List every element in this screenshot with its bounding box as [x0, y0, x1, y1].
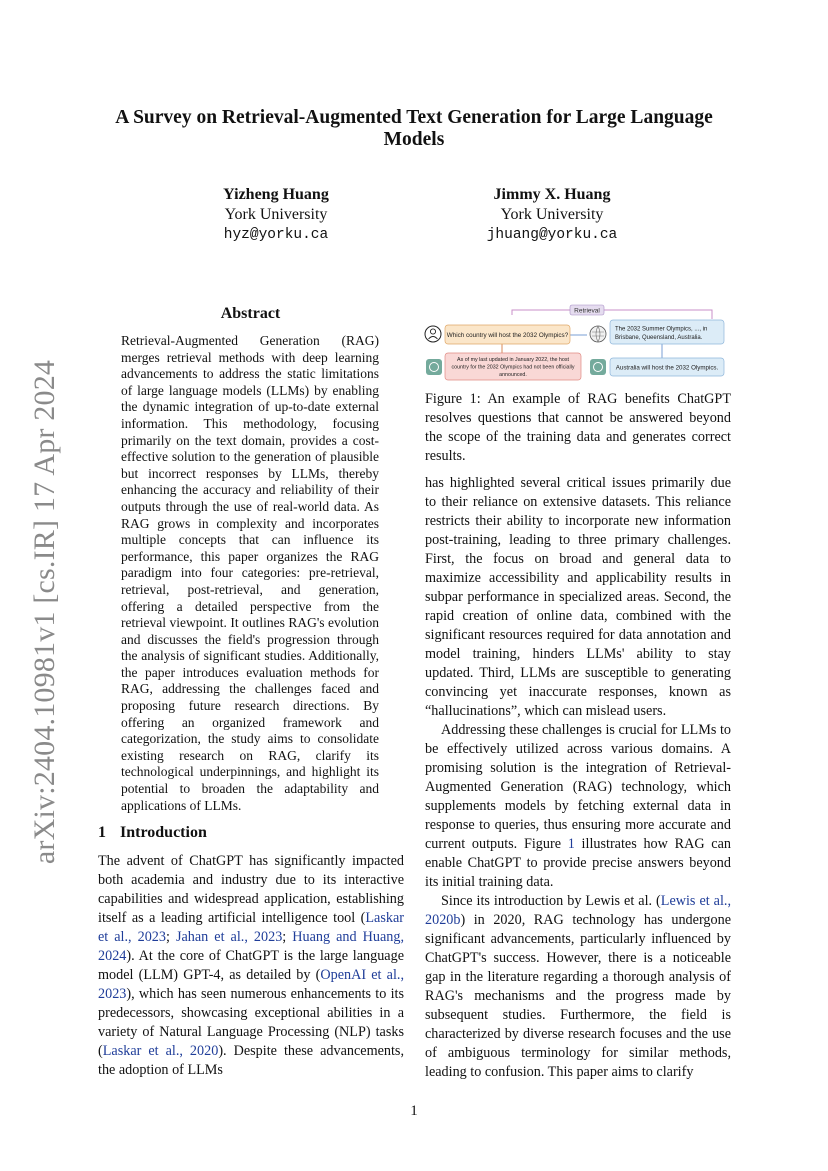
retrieval-label: Retrieval: [574, 307, 600, 315]
answer-with-rag-text: Australia will host the 2032 Olympics.: [615, 364, 719, 372]
paper-title: A Survey on Retrieval-Augmented Text Generation for Large Language Models: [115, 107, 713, 150]
retrieved-text-line-1: The 2032 Summer Olympics, ..., in: [615, 326, 708, 333]
author-name: Yizheng Huang: [223, 186, 329, 203]
chatgpt-icon: [426, 359, 442, 375]
body-text: The advent of ChatGPT has significantly impacted both academia and industry due to its interactive capabilities and widespread application, establishing itself as a leading artificial intelligence tool (: [98, 853, 404, 926]
body-text: ), which has seen numerous enhancements to its predecessors, showcasing exceptional abilities in a variety of Natural Language Processing (NLP) tasks (: [98, 986, 404, 1059]
citation-link[interactable]: Huang and Huang, 2024: [98, 929, 404, 964]
arxiv-stamp: [20, 359, 70, 864]
figure-1-caption: Figure 1: An example of RAG benefits ChatGPT resolves questions that cannot be answered beyond the scope of the training data and generates correct results.: [425, 391, 731, 464]
body-text: ;: [282, 929, 293, 945]
abstract-heading: Abstract: [220, 305, 281, 322]
answer-without-rag-line-1: As of my last updated in January 2022, the host: [457, 357, 569, 363]
citation-link[interactable]: Laskar et al., 2023: [98, 910, 404, 945]
intro-right-column: [425, 474, 731, 1082]
author-email: jhuang@yorku.ca: [486, 227, 618, 243]
answer-without-rag-line-3: announced.: [499, 372, 527, 378]
section-number: 1: [98, 824, 106, 841]
intro-paragraph: has highlighted several critical issues primarily due to their reliance on extensive datasets. This reliance restricts their ability to incorporate new information post-training, leading to three primary challenges. First, the focus on broad and general data to maximize accessibility and applicability results in subpar performance in specialized areas. Second, the rapid creation of online data, combined with the significant resources required for data annotation and model training, hinders LLMs' ability to stay updated. Third, LLMs are susceptible to generating convincing yet inaccurate responses, known as “hallucinations”, which can mislead users.: [425, 475, 731, 719]
answer-without-rag-line-2: country for the 2032 Olympics had not been officially: [451, 364, 575, 371]
figure-1-diagram: [422, 303, 732, 383]
intro-paragraph-left: [98, 852, 404, 1080]
author-block-1: [156, 185, 396, 245]
citation-link[interactable]: Lewis et al., 2020b: [425, 893, 731, 928]
author-email: hyz@yorku.ca: [223, 227, 329, 243]
body-text: illustrates how RAG can enable ChatGPT to provide precise answers beyond its initial training data.: [425, 836, 731, 890]
page-number: 1: [410, 1103, 418, 1119]
wikipedia-icon: [590, 326, 606, 342]
question-text: Which country will host the 2032 Olympics?: [446, 332, 569, 339]
body-text: ) in 2020, RAG technology has undergone significant advancements, particularly influenced by ChatGPT's success. However, there is a noticeable gap in the literature regarding a thorough analysis of RAG's mechanisms and the progress made by subsequent studies. Furthermore, the field is characterized by diverse research focuses and the use of ambiguous terminology for similar methods, leading to confusion. This paper aims to clarify: [425, 912, 731, 1080]
citation-link[interactable]: OpenAI et al., 2023: [98, 967, 405, 1002]
retrieval-connector: [512, 307, 712, 319]
section-title: Introduction: [120, 824, 207, 841]
retrieved-text-line-2: Brisbane, Queensland, Australia.: [615, 335, 703, 341]
figure-1-rag-example: [422, 303, 732, 383]
body-text: ). Despite these advancements, the adoption of LLMs: [98, 1043, 405, 1078]
chatgpt-icon: [590, 359, 606, 375]
author-block-2: [432, 185, 672, 245]
intro-paragraph: [425, 892, 731, 1082]
body-text: ;: [166, 929, 176, 945]
intro-paragraph: [425, 721, 731, 892]
figure-reference-link[interactable]: 1: [567, 836, 575, 852]
author-name: Jimmy X. Huang: [493, 186, 611, 203]
author-affiliation: York University: [500, 206, 604, 223]
body-text: Addressing these challenges is crucial for LLMs to be effectively utilized across various domains. A promising solution is the integration of Retrieval-Augmented Generation (RAG) technology, which supplements models by fetching external data in response to queries, thus ensuring more accurate and current outputs. Figure: [425, 722, 731, 852]
citation-link[interactable]: Laskar et al., 2020: [102, 1043, 219, 1059]
abstract-text: Retrieval-Augmented Generation (RAG) merges retrieval methods with deep learning advancements to address the static limitations of large language models (LLMs) by enabling the dynamic integration of up-to-date external information. This methodology, focusing primarily on the text domain, provides a cost-effective solution to the generation of plausible but incorrect responses by LLMs, thereby enhancing the accuracy and reliability of their outputs through the use of real-world data. As RAG grows in complexity and incorporates multiple concepts that can influence its performance, this paper organizes the RAG paradigm into four categories: pre-retrieval, retrieval, post-retrieval, and generation, offering a detailed perspective from the retrieval viewpoint. It outlines RAG's evolution and discusses the field's progression through the analysis of significant studies. Additionally, the paper introduces evaluation methods for RAG, addressing the challenges faced and proposing future research directions. By offering an organized framework and categorization, the study aims to consolidate existing research on RAG, clarify its technological underpinnings, and highlight its potential to broaden the adaptability and applications of LLMs.: [121, 333, 379, 813]
author-affiliation: York University: [224, 206, 328, 223]
arxiv-stamp-text: arXiv:2404.10981v1 [cs.IR] 17 Apr 2024: [28, 359, 61, 864]
section-heading-introduction: [98, 824, 207, 842]
body-text: ). At the core of ChatGPT is the large language model (LLM) GPT-4, as detailed by (: [98, 948, 404, 983]
body-text: Since its introduction by Lewis et al. (: [441, 893, 661, 909]
citation-link[interactable]: Jahan et al., 2023: [175, 929, 283, 945]
